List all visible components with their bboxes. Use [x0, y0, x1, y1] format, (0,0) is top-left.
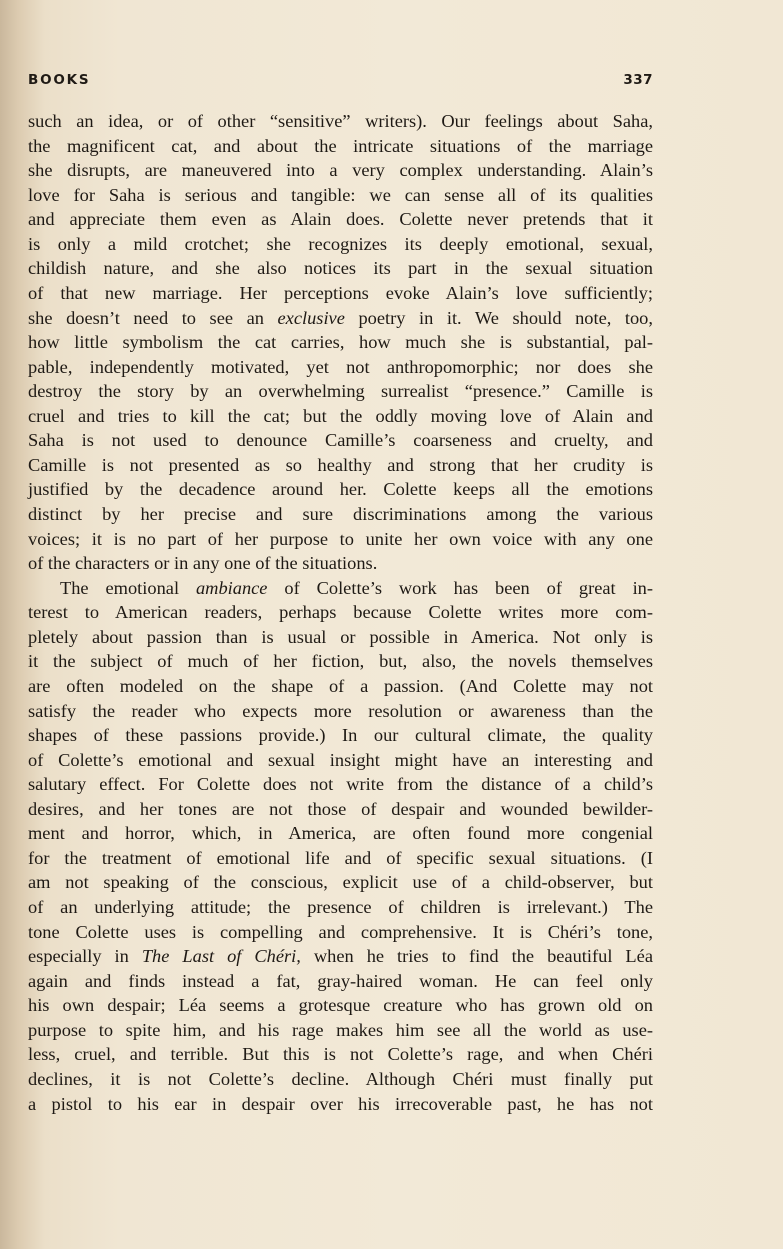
text-line: ment and horror, which, in America, are often found more congenial — [28, 823, 653, 844]
text-line: how little symbolism the cat carries, how much she is substantial, pal- — [28, 332, 653, 353]
text-line: is only a mild crotchet; she recognizes its deeply emotional, sexual, — [28, 233, 653, 254]
text-segment: The emotional — [60, 577, 196, 598]
text-line: voices; it is no part of her purpose to unite her own voice with any one — [28, 528, 653, 549]
text-line: desires, and her tones are not those of despair and wounded bewilder- — [28, 798, 653, 819]
text-line — [28, 306, 653, 331]
text-line: his own despair; Léa seems a grotesque creature who has grown old on — [28, 995, 653, 1016]
running-head — [28, 72, 653, 94]
body-text — [28, 109, 653, 1116]
text-segment: poetry in it. We should note, too, — [344, 307, 653, 328]
text-line: such an idea, or of other “sensitive” writers). Our feelings about Saha, — [28, 111, 653, 131]
text-line — [28, 944, 653, 969]
text-line: justified by the decadence around her. Colette keeps all the emotions — [28, 479, 653, 500]
text-segment: especially in — [28, 946, 142, 967]
text-line: she disrupts, are maneuvered into a very complex understanding. Alain’s — [28, 160, 653, 181]
text-line: for the treatment of emotional life and of specific sexual situations. (I — [28, 847, 653, 868]
text-line: purpose to spite him, and his rage makes him see all the world as use- — [28, 1019, 653, 1040]
text-line: pable, independently motivated, yet not anthropomorphic; nor does she — [28, 356, 653, 377]
italic-phrase: exclusive — [277, 307, 345, 328]
text-line: declines, it is not Colette’s decline. Although Chéri must finally put — [28, 1068, 653, 1089]
text-line — [28, 576, 653, 601]
page-number: 337 — [623, 72, 653, 88]
text-line: it the subject of much of her fiction, but, also, the novels themselves — [28, 651, 653, 672]
text-line: of an underlying attitude; the presence of children is irrelevant.) The — [28, 897, 653, 917]
text-line: satisfy the reader who expects more resolution or awareness than the — [28, 700, 653, 721]
text-line: of the characters or in any one of the situations. — [28, 553, 378, 574]
text-line: Saha is not used to denounce Camille’s coarseness and cruelty, and — [28, 430, 653, 451]
text-line: shapes of these passions provide.) In our cultural climate, the quality — [28, 725, 653, 746]
text-line: tone Colette uses is compelling and comprehensive. It is Chéri’s tone, — [28, 921, 653, 942]
text-segment: of Colette’s work has been of great in- — [267, 577, 653, 598]
text-line: salutary effect. For Colette does not write from the distance of a child’s — [28, 774, 653, 795]
italic-phrase: The Last of Chéri, — [141, 946, 301, 967]
text-line: am not speaking of the conscious, explicit use of a child-observer, but — [28, 872, 653, 893]
text-line: again and finds instead a fat, gray-haired woman. He can feel only — [28, 970, 653, 991]
text-segment: she doesn’t need to see an — [28, 307, 278, 328]
text-line: are often modeled on the shape of a passion. (And Colette may not — [28, 675, 653, 696]
text-line: a pistol to his ear in despair over his irrecoverable past, he has not — [28, 1093, 653, 1114]
text-line: and appreciate them even as Alain does. Colette never pretends that it — [28, 209, 653, 230]
text-line: Camille is not presented as so healthy and strong that her crudity is — [28, 454, 653, 475]
text-line: less, cruel, and terrible. But this is not Colette’s rage, and when Chéri — [28, 1044, 653, 1065]
text-line: cruel and tries to kill the cat; but the oddly moving love of Alain and — [28, 405, 653, 426]
text-segment: when he tries to find the beautiful Léa — [300, 946, 653, 967]
text-line: distinct by her precise and sure discriminations among the various — [28, 504, 653, 524]
italic-phrase: ambiance — [195, 577, 268, 598]
section-title: BOOKS — [28, 72, 91, 88]
text-line: pletely about passion than is usual or possible in America. Not only is — [28, 626, 653, 647]
text-line: terest to American readers, perhaps because Colette writes more com- — [28, 602, 653, 623]
text-line: childish nature, and she also notices its part in the sexual situation — [28, 258, 653, 279]
text-line: love for Saha is serious and tangible: we can sense all of its qualities — [28, 184, 653, 205]
text-line: of that new marriage. Her perceptions evoke Alain’s love sufficiently; — [28, 282, 653, 303]
text-line: destroy the story by an overwhelming surrealist “presence.” Camille is — [28, 381, 653, 402]
text-line: the magnificent cat, and about the intricate situations of the marriage — [28, 135, 653, 156]
text-line: of Colette’s emotional and sexual insight might have an interesting and — [28, 749, 653, 770]
